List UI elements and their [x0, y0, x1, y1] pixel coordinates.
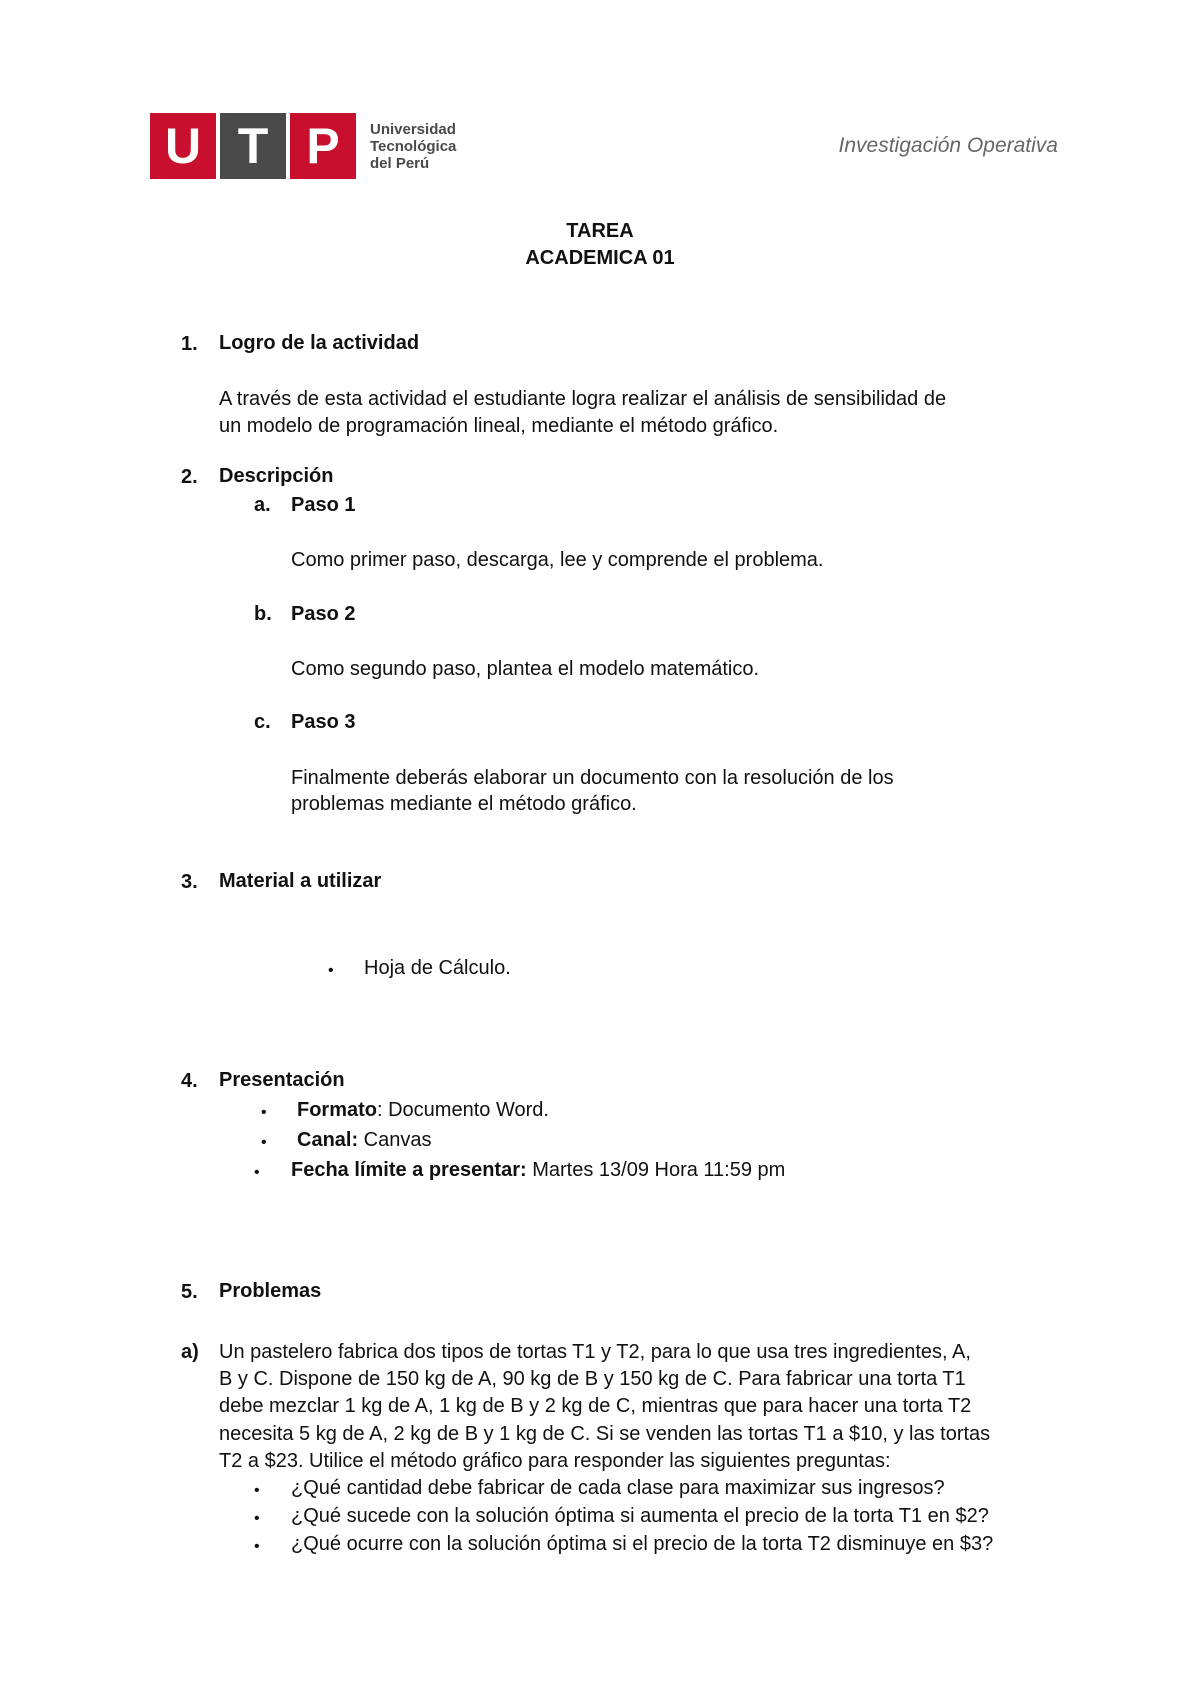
section-1-heading: Logro de la actividad	[219, 332, 420, 354]
format-label: Formato	[297, 1099, 377, 1121]
step-c-letter: c.	[254, 711, 271, 733]
deadline-label: Fecha límite a presentar:	[291, 1159, 527, 1181]
logo-line-3: del Perú	[370, 154, 430, 172]
section-1-text-line-2: un modelo de programación lineal, mediante el método gráfico.	[219, 415, 779, 437]
deadline-value: Martes 13/09 Hora 11:59 pm	[526, 1159, 786, 1181]
step-c-title: Paso 3	[291, 711, 356, 733]
section-5-heading: Problemas	[219, 1280, 322, 1302]
question-2: ¿Qué sucede con la solución óptima si aumenta el precio de la torta T1 en $2?	[291, 1505, 989, 1527]
channel-label: Canal:	[297, 1129, 359, 1151]
presentation-channel	[297, 1127, 432, 1154]
problem-line-4: necesita 5 kg de A, 2 kg de B y 1 kg de C. Si se venden las tortas T1 a $10, y las tortas	[219, 1423, 991, 1445]
logo-wordmark	[370, 121, 456, 172]
bullet-icon: •	[254, 1164, 260, 1181]
step-c-text-line-1: Finalmente deberás elaborar un documento con la resolución de los	[291, 767, 894, 789]
bullet-icon: •	[261, 1134, 267, 1151]
bullet-icon: •	[254, 1482, 260, 1499]
problem-line-5: T2 a $23. Utilice el método gráfico para responder las siguientes preguntas:	[219, 1450, 891, 1472]
question-1: ¿Qué cantidad debe fabricar de cada clase para maximizar sus ingresos?	[291, 1477, 945, 1499]
section-2-heading: Descripción	[219, 465, 334, 487]
doc-title-line-1: TAREA	[566, 220, 634, 242]
section-4-heading: Presentación	[219, 1069, 345, 1091]
course-name: Investigación Operativa	[838, 134, 1058, 157]
question-3: ¿Qué ocurre con la solución óptima si el precio de la torta T2 disminuye en $3?	[291, 1533, 994, 1555]
logo-line-1: Universidad	[370, 120, 456, 138]
format-value: : Documento Word.	[377, 1099, 549, 1121]
step-c-text-line-2: problemas mediante el método gráfico.	[291, 793, 637, 815]
step-b-text: Como segundo paso, plantea el modelo matemático.	[291, 658, 760, 680]
bullet-icon: •	[254, 1538, 260, 1555]
section-3-heading: Material a utilizar	[219, 870, 382, 892]
presentation-deadline	[291, 1157, 785, 1184]
step-b-title: Paso 2	[291, 603, 356, 625]
logo-letter-p: P	[290, 113, 356, 179]
problem-line-3: debe mezclar 1 kg de A, 1 kg de B y 2 kg de C, mientras que para hacer una torta T2	[219, 1395, 972, 1417]
presentation-format	[297, 1097, 549, 1124]
material-item: Hoja de Cálculo.	[364, 957, 511, 979]
section-4-number: 4.	[181, 1070, 198, 1092]
problem-a-letter: a)	[181, 1341, 199, 1363]
section-2-number: 2.	[181, 466, 198, 488]
problem-line-2: B y C. Dispone de 150 kg de A, 90 kg de B y 150 kg de C. Para fabricar una torta T1	[219, 1368, 966, 1390]
bullet-icon: •	[261, 1104, 267, 1121]
section-1-number: 1.	[181, 333, 198, 355]
utp-logo	[150, 113, 456, 179]
doc-title-line-2: ACADEMICA 01	[525, 247, 675, 269]
step-a-title: Paso 1	[291, 494, 356, 516]
bullet-icon: •	[328, 962, 334, 979]
step-a-letter: a.	[254, 494, 271, 516]
logo-letter-u: U	[150, 113, 216, 179]
section-5-number: 5.	[181, 1281, 198, 1303]
step-b-letter: b.	[254, 603, 272, 625]
bullet-icon: •	[254, 1510, 260, 1527]
section-1-text-line-1: A través de esta actividad el estudiante logra realizar el análisis de sensibilidad de	[219, 388, 947, 410]
step-a-text: Como primer paso, descarga, lee y comprende el problema.	[291, 549, 824, 571]
logo-letter-t: T	[220, 113, 286, 179]
logo-line-2: Tecnológica	[370, 137, 457, 155]
section-3-number: 3.	[181, 871, 198, 893]
problem-line-1: Un pastelero fabrica dos tipos de tortas T1 y T2, para lo que usa tres ingredientes, A,	[219, 1341, 971, 1363]
channel-value: Canvas	[358, 1129, 432, 1151]
